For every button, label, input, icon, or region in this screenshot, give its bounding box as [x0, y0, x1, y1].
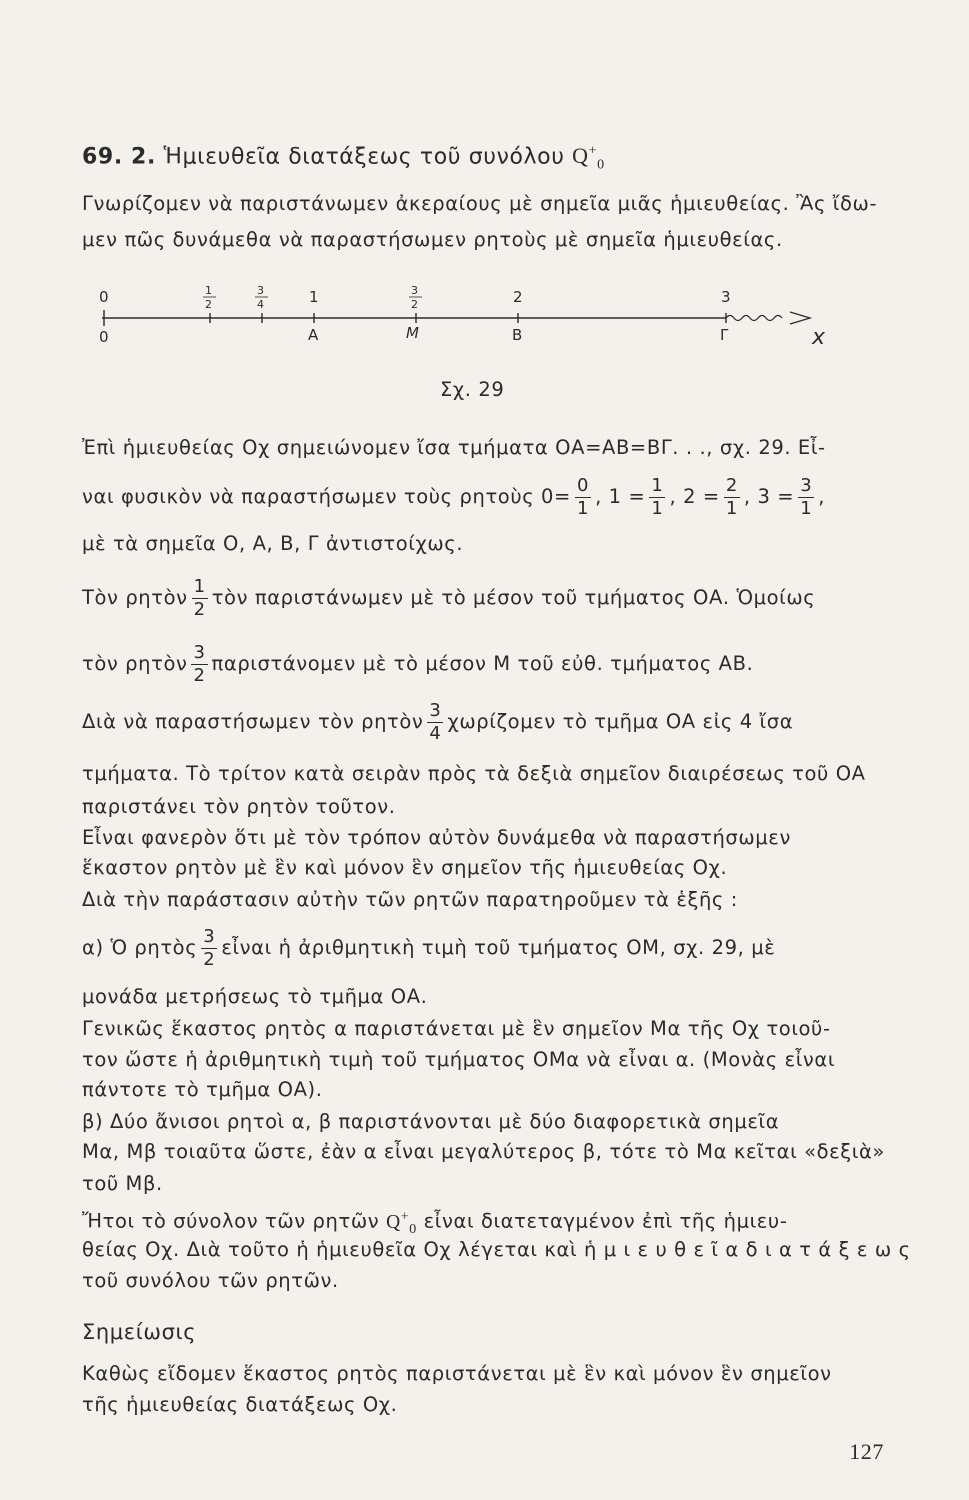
pg-line-2: τον ὥστε ἡ ἀριθμητικὴ τιμὴ τοῦ τμήματος ΟΜα νὰ εἶναι α. (Μονὰς εἶναι [82, 1048, 836, 1071]
p6-line-1: Διὰ τὴν παράστασιν αὐτὴν τῶν ρητῶν παρατηροῦμεν τὰ ἑξῆς : [82, 888, 738, 911]
frac-three-quarters: $\frac{3}{4}$ [429, 700, 442, 744]
label-top-threeq-num: 3 [257, 284, 264, 297]
note-line-2: τῆς ἡμιευθείας διατάξεως Οχ. [82, 1393, 398, 1416]
axis-wavy-tail [726, 316, 782, 321]
note-line-1: Καθὼς εἴδομεν ἕκαστος ρητὸς παριστάνεται μὲ ἓν καὶ μόνον ἓν σημεῖον [82, 1362, 832, 1385]
p3-line: τὸν ρητὸν $\frac{3}{2}$ παριστάνομεν μὲ τὸ μέσον Μ τοῦ εὐθ. τμήματος ΑΒ. [82, 642, 754, 686]
label-top-half-num: 1 [205, 284, 212, 297]
frac-3-1: $\frac{3}{1}$ [800, 475, 813, 519]
label-top-3: 3 [721, 288, 731, 306]
label-bottom-M: M [406, 324, 419, 342]
label-top-half-den: 2 [205, 298, 212, 311]
pb-line-1: β) Δύο ἄνισοι ρητοὶ α, β παριστάνονται μὲ δύο διαφορετικὰ σημεῖα [82, 1110, 780, 1133]
figure-caption: Σχ. 29 [440, 378, 505, 401]
frac-2-1: $\frac{2}{1}$ [725, 475, 738, 519]
label-bottom-A: A [308, 326, 319, 344]
label-top-1: 1 [309, 288, 319, 306]
label-top-threeq-den: 4 [257, 298, 264, 311]
number-line-figure [90, 280, 870, 360]
p1-line-2: ναι φυσικὸν νὰ παραστήσωμεν τοὺς ρητοὺς 0= $\frac{0}{1}$ , 1 = $\frac{1}{1}$ , 2 = $\frac{2}{1}$ , 3 = $\frac{3}{1}$ , [82, 475, 826, 519]
p1-line-3: μὲ τὰ σημεῖα Ο, Α, Β, Γ ἀντιστοίχως. [82, 532, 464, 555]
pb-line-2: Μα, Μβ τοιαῦτα ὥστε, ἐὰν α εἶναι μεγαλύτερος β, τότε τὸ Μα κεῖται «δεξιὰ» [82, 1140, 885, 1163]
pg-line-1: Γενικῶς ἕκαστος ρητὸς α παριστάνεται μὲ ἓν σημεῖον Μα τῆς Οχ τοιοῦ- [82, 1017, 831, 1040]
p4-line-1: Διὰ νὰ παραστήσωμεν τὸν ρητὸν $\frac{3}{4}$ χωρίζομεν τὸ τμῆμα ΟΑ εἰς 4 ἴσα [82, 700, 794, 744]
axis-arrow [790, 312, 810, 324]
p2-line: Τὸν ρητὸν $\frac{1}{2}$ τὸν παριστάνωμεν μὲ τὸ μέσον τοῦ τμήματος ΟΑ. Ὁμοίως [82, 576, 816, 620]
pa-line-2: μονάδα μετρήσεως τὸ τμῆμα ΟΑ. [82, 985, 428, 1008]
set-symbol: $Q^+_0$ [572, 143, 605, 173]
note-heading: Σημείωσις [82, 1320, 197, 1344]
label-bottom-O: 0 [99, 328, 109, 346]
section-title: Ἡμιευθεῖα διατάξεως τοῦ συνόλου [163, 144, 565, 170]
p5-line-1: Εἶναι φανερὸν ὅτι μὲ τὸν τρόπον αὐτὸν δυνάμεθα νὰ παραστήσωμεν [82, 826, 791, 849]
pc-line-2: θείας Οχ. Διὰ τοῦτο ἡ ἡμιευθεῖα Οχ λέγεται καὶ ἡ μ ι ε υ θ ε ῖ α δ ι α τ ά ξ ε ω ς [82, 1238, 911, 1261]
pa-line-1: α) Ὁ ρητὸς $\frac{3}{2}$ εἶναι ἡ ἀριθμητικὴ τιμὴ τοῦ τμήματος ΟΜ, σχ. 29, μὲ [82, 926, 776, 970]
pc-line-1: Ἤτοι τὸ σύνολον τῶν ρητῶν $Q^+_0$ εἶναι διατεταγμένον ἐπὶ τῆς ἡμιευ- [82, 1209, 788, 1237]
pb-line-3: τοῦ Μβ. [82, 1172, 163, 1195]
label-bottom-G: Γ [720, 326, 729, 344]
label-bottom-B: B [512, 326, 523, 344]
frac-three-halves-b: $\frac{3}{2}$ [203, 926, 216, 970]
label-top-threeh-num: 3 [411, 284, 418, 297]
page-number: 127 [849, 1439, 884, 1464]
p4-line-3: παριστάνει τὸν ρητὸν τοῦτον. [82, 795, 396, 818]
section-number: 69. 2. [82, 144, 156, 170]
p1-line-1: Ἐπὶ ἡμιευθείας Οχ σημειώνομεν ἴσα τμήματα ΟΑ=ΑΒ=ΒΓ. . ., σχ. 29. Εἶ- [82, 436, 826, 459]
frac-one-half: $\frac{1}{2}$ [193, 576, 206, 620]
frac-1-1: $\frac{1}{1}$ [651, 475, 664, 519]
label-bottom-x: x [812, 325, 826, 350]
p5-line-2: ἕκαστον ρητὸν μὲ ἓν καὶ μόνον ἓν σημεῖον τῆς ἡμιευθείας Οχ. [82, 856, 728, 879]
intro-line-1: Γνωρίζομεν νὰ παριστάνωμεν ἀκεραίους μὲ σημεῖα μιᾶς ἡμιευθείας. Ἂς ἴδω- [82, 192, 878, 215]
intro-line-2: μεν πῶς δυνάμεθα νὰ παραστήσωμεν ρητοὺς μὲ σημεῖα ἡμιευθείας. [82, 228, 783, 251]
frac-three-halves-a: $\frac{3}{2}$ [193, 642, 206, 686]
set-symbol-inline: $Q^+_0$ [386, 1209, 417, 1237]
pg-line-3: πάντοτε τὸ τμῆμα ΟΑ). [82, 1078, 323, 1101]
frac-0-1: $\frac{0}{1}$ [577, 475, 590, 519]
label-top-2: 2 [513, 288, 523, 306]
label-top-0: 0 [99, 288, 109, 306]
section-heading [82, 140, 605, 178]
pc-line-3: τοῦ συνόλου τῶν ρητῶν. [82, 1269, 339, 1292]
label-top-threeh-den: 2 [411, 298, 418, 311]
p4-line-2: τμήματα. Τὸ τρίτον κατὰ σειρὰν πρὸς τὰ δεξιὰ σημεῖον διαιρέσεως τοῦ ΟΑ [82, 762, 866, 785]
